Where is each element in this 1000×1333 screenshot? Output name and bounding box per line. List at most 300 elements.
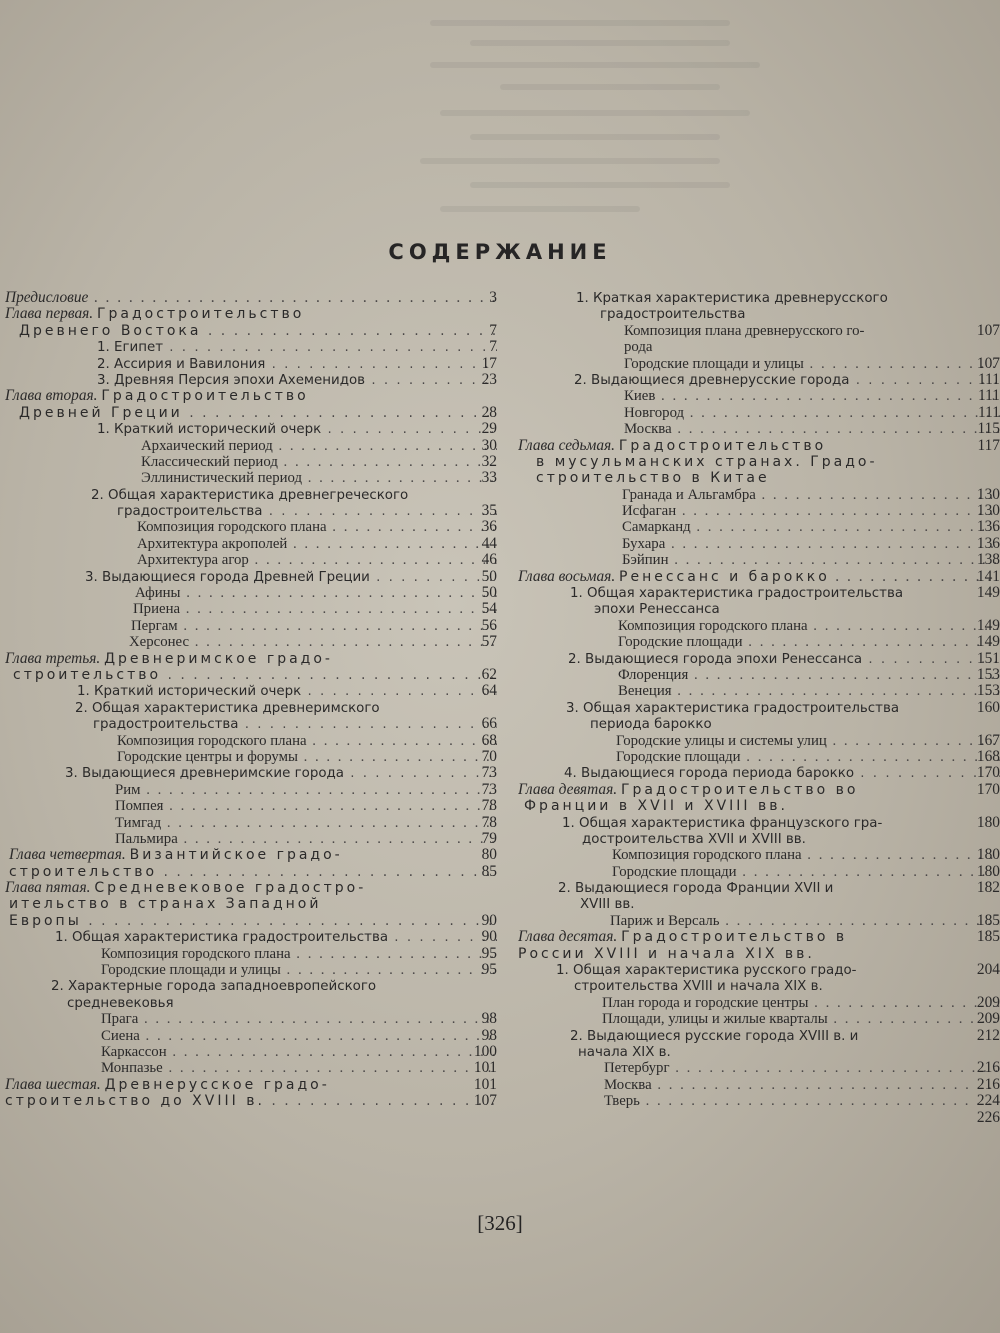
toc-page-number: 73: [481, 781, 497, 798]
toc-entry-title: [518, 569, 1000, 585]
toc-entry-title: 2. Выдающиеся древнерусские города . . .: [574, 373, 1000, 388]
toc-entry: [518, 290, 1000, 306]
toc-page-number: 30: [481, 437, 497, 454]
toc-page-number: 138: [976, 552, 1000, 569]
toc-entry: [518, 421, 1000, 437]
toc-page-number: 98: [481, 1027, 497, 1044]
toc-entry: [518, 683, 1000, 699]
toc-entry-title: 2. Характерные города западноевропейского: [51, 979, 377, 995]
toc-entry: [518, 929, 1000, 945]
toc-entry-title: Европы . . .: [9, 913, 497, 929]
toc-entry: [518, 339, 1000, 355]
toc-page-number: 54: [481, 601, 497, 618]
toc-page-number: 68: [481, 732, 497, 749]
toc-page-number: 66: [481, 716, 497, 733]
chapter-title: Ренессанс и барокко: [619, 568, 830, 585]
toc-entry-title: 2. Общая характеристика древнеримского: [75, 700, 380, 716]
toc-entry-title: Бэйпин . . .: [622, 552, 1000, 568]
toc-entry: [518, 765, 1000, 781]
toc-entry-title: План города и городские центры . . .: [602, 995, 1000, 1011]
toc-page-number: 95: [481, 962, 497, 979]
toc-entry: [5, 290, 497, 306]
toc-entry-title: 1. Краткий исторический очерк . . .: [77, 684, 497, 699]
toc-entry-title: Городские улицы и системы улиц . . .: [616, 733, 1000, 749]
toc-entry: [5, 831, 497, 847]
toc-page-number: 153: [976, 683, 1000, 700]
toc-entry-title: Городские центры и форумы . . .: [117, 749, 497, 765]
chapter-title: Градостроительство в: [621, 929, 848, 946]
toc-entry-title: 3. Выдающиеся древнеримские города . . .: [65, 766, 497, 781]
toc-entry-title: Архитектура агор . . .: [137, 552, 497, 568]
toc-entry-title: Москва . . .: [604, 1077, 1000, 1093]
toc-entry: [518, 1028, 1000, 1044]
chapter-label: Глава седьмая.: [518, 437, 619, 454]
toc-entry: [5, 503, 497, 519]
toc-entry-title: Архаический период . . .: [141, 438, 497, 454]
toc-entry: [5, 896, 497, 912]
toc-entry-title: Париж и Версаль . . .: [610, 913, 1000, 929]
chapter-title: Древнерусское градо-: [104, 1076, 330, 1093]
toc-entry: [5, 995, 497, 1011]
toc-page-number: 115: [977, 421, 1000, 438]
toc-entry: [5, 438, 497, 454]
toc-entry: [518, 880, 1000, 896]
toc-entry-title: [518, 782, 859, 798]
toc-entry-title: Городские площади и улицы . . .: [624, 356, 1000, 372]
toc-page-number: 136: [976, 519, 1000, 536]
toc-page-number: 224: [976, 1093, 1000, 1110]
chapter-title: Градостроительство: [97, 306, 305, 323]
toc-left-column: [5, 290, 497, 1110]
toc-page-number: 32: [481, 453, 497, 470]
toc-page-number: 167: [976, 732, 1000, 749]
toc-page-number: 180: [976, 814, 1000, 831]
toc-page-number: 56: [481, 617, 497, 634]
toc-entry-title: градостроительства . . .: [93, 717, 497, 732]
toc-entry-title: Композиция городского плана . . .: [117, 733, 497, 749]
toc-entry-title: [518, 438, 826, 454]
toc-entry: [5, 1077, 497, 1093]
toc-entry-title: Сиена . . .: [101, 1028, 497, 1044]
toc-entry-title: Городские площади . . .: [612, 864, 1000, 880]
toc-page-number: 35: [481, 503, 497, 520]
toc-page-number: 170: [976, 781, 1000, 798]
toc-entry: [518, 864, 1000, 880]
toc-entry: [5, 323, 497, 339]
toc-page-number: 73: [481, 765, 497, 782]
toc-entry-title: 3. Выдающиеся города Древней Греции . . .: [85, 570, 497, 585]
toc-entry-title: Флоренция . . .: [618, 667, 1000, 683]
toc-page-number: 107: [473, 1093, 497, 1110]
toc-entry-title: [5, 651, 333, 667]
toc-entry-title: Рим . . .: [115, 782, 497, 798]
toc-entry-title: Бухара . . .: [622, 536, 1000, 552]
toc-entry: [5, 749, 497, 765]
toc-page-number: 17: [481, 355, 497, 372]
toc-entry: [518, 782, 1000, 798]
toc-page-number: 149: [976, 634, 1000, 651]
toc-entry: [518, 585, 1000, 601]
toc-entry-title: Городские площади . . .: [616, 749, 1000, 765]
toc-entry-title: 1. Общая характеристика градостроительства . . .: [55, 930, 497, 945]
toc-entry-title: Архитектура акрополей . . .: [137, 536, 497, 552]
toc-page-number: 90: [481, 912, 497, 929]
toc-entry: [518, 470, 1000, 486]
toc-entry: [518, 356, 1000, 372]
toc-entry: [518, 1044, 1000, 1060]
toc-entry: [5, 569, 497, 585]
toc-entry: [518, 733, 1000, 749]
toc-entry-title: рода: [624, 339, 653, 356]
toc-page-number: 3: [489, 290, 497, 306]
toc-entry-title: в мусульманских странах. Градо-: [536, 453, 878, 470]
toc-page-number: 170: [976, 765, 1000, 782]
toc-entry: [518, 700, 1000, 716]
toc-entry-title: средневековья: [67, 995, 174, 1011]
toc-entry-title: эпохи Ренессанса: [594, 602, 720, 618]
chapter-title: Византийское градо-: [129, 847, 343, 864]
toc-entry-title: ительство в странах Западной: [9, 896, 322, 913]
toc-entry: [5, 733, 497, 749]
toc-entry-title: XVIII вв.: [580, 897, 635, 913]
toc-entry: [5, 1044, 497, 1060]
toc-page-number: 182: [976, 880, 1000, 897]
toc-page-number: 151: [976, 650, 1000, 667]
toc-entry: [5, 339, 497, 355]
toc-entry-title: достроительства XVII и XVIII вв.: [582, 831, 806, 847]
toc-entry-title: 1. Краткая характеристика древнерусского: [576, 291, 888, 306]
toc-page-number: 98: [481, 1011, 497, 1028]
toc-page-number: 216: [976, 1076, 1000, 1093]
toc-page-number: 100: [473, 1043, 497, 1060]
toc-entry: [5, 683, 497, 699]
toc-entry: [5, 1011, 497, 1027]
toc-entry-title: 2. Выдающиеся русские города XVIII в. и: [570, 1028, 859, 1044]
toc-entry: [518, 962, 1000, 978]
toc-entry-title: 2. Выдающиеся города Франции XVII и: [558, 881, 834, 897]
toc-entry-title: Композиция плана древнерусского го-: [624, 322, 865, 339]
toc-entry-title: Гранада и Альгамбра . . .: [622, 487, 1000, 503]
toc-entry: [518, 1077, 1000, 1093]
chapter-title: Древнеримское градо-: [104, 650, 333, 667]
toc-page-number: 107: [976, 355, 1000, 372]
toc-entry: [5, 421, 497, 437]
toc-entry-title: Городские площади и улицы . . .: [101, 962, 497, 978]
toc-entry: [518, 946, 1000, 962]
toc-entry-title: периода барокко: [590, 717, 712, 733]
chapter-label: Глава первая.: [5, 306, 97, 323]
toc-entry-title: России XVIII и начала XIX вв.: [518, 945, 815, 962]
toc-page-number: 90: [481, 929, 497, 946]
toc-page-number: 50: [481, 585, 497, 602]
chapter-title: Градостроительство: [618, 437, 827, 454]
toc-entry-title: Каркассон . . .: [101, 1044, 497, 1060]
toc-entry: [5, 454, 497, 470]
toc-entry-title: Самарканд . . .: [622, 519, 1000, 535]
toc-page-number: 33: [481, 470, 497, 487]
toc-entry-title: Пергам . . .: [131, 618, 497, 634]
toc-entry: [518, 831, 1000, 847]
toc-page-number: 50: [481, 568, 497, 585]
toc-entry: [5, 864, 497, 880]
toc-page-number: 180: [976, 847, 1000, 864]
toc-page-number: 28: [481, 404, 497, 421]
toc-entry-title: Тверь . . .: [604, 1093, 1000, 1109]
toc-entry-title: строительство . . .: [9, 864, 497, 880]
toc-entry: [518, 536, 1000, 552]
toc-entry-title: Композиция городского плана . . .: [137, 519, 497, 535]
toc-entry-title: градостроительства: [600, 307, 746, 323]
toc-entry-title: 1. Общая характеристика русского градо-: [556, 963, 857, 979]
toc-entry: [5, 978, 497, 994]
toc-entry: [518, 634, 1000, 650]
toc-entry: [518, 323, 1000, 339]
toc-page-number: 36: [481, 519, 497, 536]
toc-page-number: 111: [978, 404, 1000, 421]
toc-page-number: 29: [481, 421, 497, 438]
toc-right-column: [518, 290, 1000, 1126]
toc-entry: [5, 405, 497, 421]
toc-entry-title: [518, 929, 847, 945]
toc-entry: [518, 798, 1000, 814]
toc-entry: [518, 552, 1000, 568]
toc-entry: [5, 847, 497, 863]
toc-page-number: 130: [976, 486, 1000, 503]
toc-entry-title: Венеция . . .: [618, 683, 1000, 699]
toc-entry: [5, 634, 497, 650]
toc-entry-title: Эллинистический период . . .: [141, 470, 497, 486]
toc-entry-title: Франции в XVII и XVIII вв.: [524, 798, 788, 815]
toc-page-number: 23: [481, 371, 497, 388]
toc-entry: [5, 716, 497, 732]
toc-entry: [518, 978, 1000, 994]
toc-page-number: 64: [481, 683, 497, 700]
toc-page-number: 212: [976, 1027, 1000, 1044]
chapter-title: Градостроительство во: [620, 781, 859, 798]
toc-entry-title: 3. Древняя Персия эпохи Ахеменидов . . .: [97, 373, 497, 388]
toc-entry: [518, 815, 1000, 831]
toc-page-number: 7: [489, 339, 497, 356]
toc-entry: [5, 1093, 497, 1109]
toc-entry-title: Площади, улицы и жилые кварталы . . .: [602, 1011, 1000, 1027]
toc-entry-title: Афины . . .: [135, 585, 497, 601]
toc-entry-title: начала XIX в.: [578, 1044, 671, 1060]
chapter-label: Глава восьмая.: [518, 568, 620, 585]
toc-page-number: 117: [977, 437, 1000, 454]
toc-page-number: 79: [481, 830, 497, 847]
toc-page-number: 209: [976, 1011, 1000, 1028]
toc-page-number: 101: [473, 1060, 497, 1077]
chapter-title: Средневековое градостро-: [94, 880, 367, 897]
toc-page-number: 180: [976, 863, 1000, 880]
toc-entry: [5, 372, 497, 388]
toc-entry: [518, 1110, 1000, 1126]
toc-entry-title: строительства XVIII и начала XIX в.: [574, 979, 823, 995]
toc-entry: [5, 585, 497, 601]
toc-page-number: 153: [976, 666, 1000, 683]
toc-entry-title: 1. Общая характеристика градостроительства: [570, 586, 904, 602]
toc-entry-title: Исфаган . . .: [622, 503, 1000, 519]
toc-entry-title: [9, 847, 343, 863]
toc-entry-title: 2. Ассирия и Вавилония . . .: [97, 357, 497, 372]
toc-entry-title: [5, 880, 366, 896]
toc-entry: [518, 716, 1000, 732]
toc-entry: [518, 667, 1000, 683]
chapter-title: Градостроительство: [101, 388, 309, 405]
toc-page-number: 107: [976, 322, 1000, 339]
toc-entry-title: 3. Общая характеристика градостроительства: [566, 700, 900, 716]
toc-page-number: 136: [976, 535, 1000, 552]
toc-entry: [5, 782, 497, 798]
bleed-through-text: [0, 0, 1000, 235]
toc-entry: [5, 1028, 497, 1044]
toc-entry: [5, 815, 497, 831]
toc-entry-title: строительство до XVIII в. . . .: [5, 1093, 497, 1109]
toc-entry-title: Приена . . .: [133, 601, 497, 617]
toc-page-number: 80: [481, 847, 497, 864]
toc-entry: [5, 946, 497, 962]
toc-entry-title: Тимгад . . .: [115, 815, 497, 831]
chapter-label: Глава третья.: [5, 650, 105, 667]
toc-entry: [5, 798, 497, 814]
toc-entry: [518, 438, 1000, 454]
toc-entry-title: Новгород . . .: [624, 405, 1000, 421]
toc-entry-title: 2. Общая характеристика древнегреческого: [91, 487, 409, 503]
toc-entry: [518, 503, 1000, 519]
toc-entry: [5, 306, 497, 322]
page-title: СОДЕРЖАНИЕ: [388, 240, 612, 264]
toc-entry-title: Городские площади . . .: [618, 634, 1000, 650]
toc-entry: [5, 929, 497, 945]
toc-page-number: 149: [976, 617, 1000, 634]
toc-entry: [5, 388, 497, 404]
toc-entry-title: Прага . . .: [101, 1011, 497, 1027]
toc-page-number: 209: [976, 994, 1000, 1011]
toc-entry: [5, 519, 497, 535]
chapter-label: Глава десятая.: [518, 929, 622, 946]
toc-page-number: 7: [489, 322, 497, 339]
toc-entry: [5, 880, 497, 896]
toc-entry-title: Композиция городского плана . . .: [618, 618, 1000, 634]
chapter-label: Глава четвертая.: [9, 847, 130, 864]
toc-entry-title: Помпея . . .: [115, 798, 497, 814]
toc-page-number: 111: [978, 388, 1000, 405]
toc-entry-title: строительство в Китае: [536, 470, 770, 487]
toc-entry-title: Пальмира . . .: [115, 831, 497, 847]
toc-entry-title: 2. Выдающиеся города эпохи Ренессанса . . .: [568, 652, 1000, 667]
toc-entry-title: Древней Греции . . .: [19, 405, 497, 421]
toc-entry: [518, 651, 1000, 667]
chapter-label: Глава девятая.: [518, 781, 621, 798]
toc-entry-title: [5, 388, 309, 404]
toc-entry-title: Киев . . .: [624, 388, 1000, 404]
toc-page-number: 130: [976, 503, 1000, 520]
toc-entry: [518, 405, 1000, 421]
toc-entry: [518, 1011, 1000, 1027]
toc-entry-title: Петербург . . .: [604, 1060, 1000, 1076]
toc-entry: [518, 487, 1000, 503]
page-number: [326]: [477, 1211, 523, 1235]
toc-page-number: 226: [976, 1109, 1000, 1126]
toc-page-number: 62: [481, 666, 497, 683]
toc-entry: [518, 847, 1000, 863]
toc-entry: [518, 388, 1000, 404]
toc-entry: [518, 1093, 1000, 1109]
toc-entry: [5, 536, 497, 552]
toc-entry: [518, 454, 1000, 470]
toc-entry: [5, 700, 497, 716]
toc-entry: [5, 913, 497, 929]
toc-entry: [5, 1060, 497, 1076]
toc-entry-title: градостроительства . . .: [117, 504, 497, 519]
toc-entry: [5, 667, 497, 683]
toc-page-number: 204: [976, 962, 1000, 979]
toc-entry-title: Древнего Востока . . .: [19, 323, 497, 339]
toc-entry: [518, 749, 1000, 765]
toc-page-number: 101: [473, 1076, 497, 1093]
toc-entry: [5, 618, 497, 634]
toc-entry: [5, 601, 497, 617]
toc-entry: [518, 569, 1000, 585]
toc-entry: [5, 552, 497, 568]
toc-entry-title: Херсонес . . .: [129, 634, 497, 650]
toc-entry-title: 1. Общая характеристика французского гра-: [562, 815, 883, 831]
toc-entry: [5, 651, 497, 667]
toc-entry: [518, 601, 1000, 617]
toc-page-number: 141: [976, 568, 1000, 585]
toc-page-number: 70: [481, 748, 497, 765]
toc-entry: [518, 618, 1000, 634]
toc-page-number: 95: [481, 945, 497, 962]
chapter-label: Глава пятая.: [5, 880, 95, 897]
toc-entry-title: 4. Выдающиеся города периода барокко . . .: [564, 766, 1000, 781]
toc-entry: [518, 995, 1000, 1011]
toc-page-number: 185: [976, 929, 1000, 946]
toc-entry: [5, 962, 497, 978]
toc-entry-title: Композиция городского плана . . .: [612, 847, 1000, 863]
toc-entry-title: Предисловие . . .: [5, 290, 497, 306]
toc-page-number: 168: [976, 748, 1000, 765]
chapter-label: Глава вторая.: [5, 388, 102, 405]
toc-entry: [518, 306, 1000, 322]
toc-page-number: 160: [976, 699, 1000, 716]
toc-entry: [5, 765, 497, 781]
toc-entry: [518, 896, 1000, 912]
toc-entry: [5, 356, 497, 372]
toc-entry: [5, 487, 497, 503]
chapter-label: Глава шестая.: [5, 1076, 105, 1093]
toc-entry-title: 1. Египет . . .: [97, 340, 497, 355]
toc-page-number: 85: [481, 863, 497, 880]
toc-entry: [5, 470, 497, 486]
toc-page-number: 185: [976, 912, 1000, 929]
toc-entry-title: [5, 1077, 330, 1093]
toc-page-number: 78: [481, 814, 497, 831]
toc-page-number: 44: [481, 535, 497, 552]
toc-page-number: 78: [481, 798, 497, 815]
toc-entry-title: Композиция городского плана . . .: [101, 946, 497, 962]
toc-entry-title: строительство . . .: [13, 667, 497, 683]
toc-entry-title: [5, 306, 304, 322]
toc-entry-title: Москва . . .: [624, 421, 1000, 437]
toc-entry-title: Классический период . . .: [141, 454, 497, 470]
toc-entry: [518, 519, 1000, 535]
toc-entry: [518, 913, 1000, 929]
toc-entry-title: Монпазье . . .: [101, 1060, 497, 1076]
toc-entry: [518, 1060, 1000, 1076]
toc-page-number: 111: [978, 371, 1000, 388]
toc-page-number: 149: [976, 585, 1000, 602]
